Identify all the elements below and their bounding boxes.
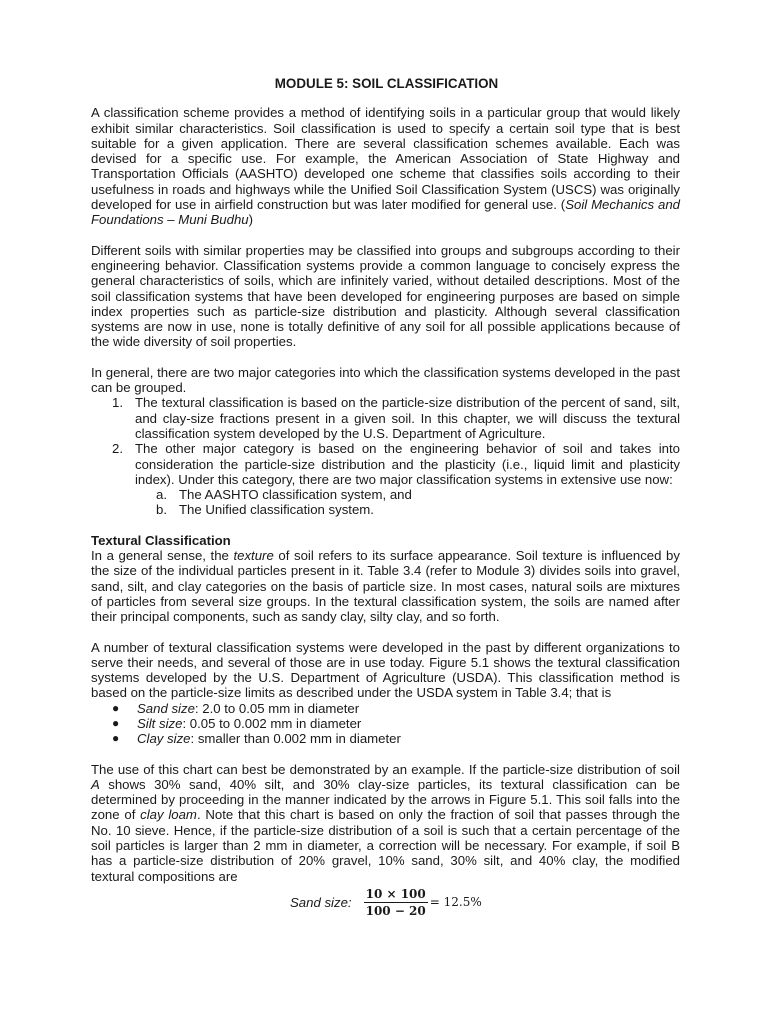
list-item-text: The other major category is based on the engineering behavior of soil and takes into consideration the particle-size distribution and the plasticity (i.e., liquid limit and plasticity index). Under this category, there are two major classification systems in extensive use now: — [135, 441, 680, 487]
bullet-text: : 2.0 to 0.05 mm in diameter — [194, 700, 360, 716]
bullet-term: Clay size — [137, 731, 191, 747]
bullet-item — [91, 731, 680, 746]
numbered-list — [91, 395, 680, 517]
zone-label: clay loam — [140, 807, 197, 823]
example-text-b: shows 30% sand, 40% silt, and 30% clay-size particles, its textural classification can be determined by proceeding in the manner indicated by the arrows in Figure 5.1. This soil falls into the zone of — [91, 776, 680, 823]
formula-result: = 12.5% — [429, 894, 482, 909]
list-item — [91, 395, 680, 441]
formula-denominator: 100 − 20 — [365, 903, 426, 918]
list-item-body — [135, 441, 680, 517]
soil-a-label: A — [91, 776, 100, 792]
bullet-item — [91, 716, 680, 731]
section-heading-textural: Textural Classification — [91, 532, 231, 548]
sub-list-item — [135, 502, 680, 517]
sub-list-item — [135, 487, 680, 502]
formula-label: Sand size: — [290, 894, 352, 910]
bullet-term: Sand size — [137, 700, 195, 716]
paragraph-texture — [91, 548, 680, 624]
example-text-a: The use of this chart can best be demonstrated by an example. If the particle-size distribution of soil — [91, 761, 680, 777]
paragraph-intro — [91, 105, 680, 227]
list-item-text: The textural classification is based on the particle-size distribution of the percent of sand, silt, and clay-size fractions present in a given soil. In this chapter, we will discuss the textural classification system developed by the U.S. Department of Agriculture. — [135, 395, 680, 441]
formula-numerator: 10 × 100 — [365, 886, 426, 901]
list-item — [91, 441, 680, 517]
example-text-c: . Note that this chart is based on only the fraction of soil that passes through the No. 10 sieve. Hence, if the particle-size distribution of a soil is such that a certain percentage of the soil particles is larger than 2 mm in diameter, a correction will be necessary. For example, if soil B has a particle-size distribution of 20% gravel, 10% sand, 30% silt, and 40% clay, the modified textural compositions are — [91, 807, 681, 884]
citation-close: ) — [248, 212, 254, 228]
sub-list-marker: b. — [156, 502, 167, 518]
list-marker: 1. — [112, 395, 123, 411]
texture-text-a: In a general sense, the — [91, 548, 234, 564]
bullet-icon: ● — [112, 731, 120, 746]
paragraph-systems: A number of textural classification systems were developed in the past by different organizations to serve their needs, and several of those are in use today. Figure 5.1 shows the textural classification systems developed by the U.S. Department of Agriculture (USDA). This classification method is based on the particle-size limits as described under the USDA system in Table 3.4; that is — [91, 639, 680, 701]
sub-list-text: The AASHTO classification system, and — [179, 487, 412, 503]
sub-list — [135, 487, 680, 518]
paragraph-categories: In general, there are two major categories into which the classification systems developed in the past can be grouped. — [91, 364, 680, 396]
paragraph-intro-text: A classification scheme provides a method of identifying soils in a particular group that would likely exhibit similar characteristics. Soil classification is used to specify a certain soil type that is best suitable for a given application. There are several classification schemes available. Each was devised for a specific use. For example, the American Association of State Highway and Transportation Officials (AASHTO) developed one scheme that classifies soils according to their usefulness in roads and highways while the Unified Soil Classification System (USCS) was originally developed for use in airfield construction but was later modified for general use. ( — [91, 105, 680, 213]
sub-list-text: The Unified classification system. — [179, 502, 374, 518]
page-title: MODULE 5: SOIL CLASSIFICATION — [274, 76, 499, 91]
paragraph-properties: Different soils with similar properties may be classified into groups and subgroups according to their engineering behavior. Classification systems provide a common language to concisely express the general characteristics of soils, which are infinitely varied, without detailed descriptions. Most of the soil classification systems that have been developed for engineering purposes are based on simple index properties such as particle-size distribution and plasticity. Although several classification systems are now in use, none is totally definitive of any soil for all possible applications because of the wide diversity of soil properties. — [91, 242, 680, 350]
citation: Soil Mechanics and Foundations – Muni Budhu — [91, 197, 680, 228]
sub-list-marker: a. — [156, 487, 167, 503]
bullet-item — [91, 701, 680, 716]
texture-text-b: of soil refers to its surface appearance. Soil texture is influenced by the size of the individual particles present in it. Table 3.4 (refer to Module 3) divides soils into gravel, sand, silt, and clay categories on the basis of particle size. In most cases, natural soils are mixtures of particles from several size groups. In the textural classification system, the soils are named after their principal components, such as sandy clay, silty clay, and so forth. — [91, 548, 680, 625]
bullet-text: : smaller than 0.002 mm in diameter — [190, 731, 401, 747]
bullet-icon: ● — [112, 700, 120, 715]
formula-fraction — [364, 887, 428, 918]
bullet-text: : 0.05 to 0.002 mm in diameter — [182, 715, 362, 731]
size-bullet-list — [91, 701, 680, 747]
paragraph-example — [91, 762, 680, 884]
sand-size-formula — [91, 887, 680, 918]
bullet-icon: ● — [112, 715, 120, 730]
list-marker: 2. — [112, 441, 123, 457]
texture-term: texture — [233, 548, 274, 564]
bullet-term: Silt size — [137, 715, 183, 731]
